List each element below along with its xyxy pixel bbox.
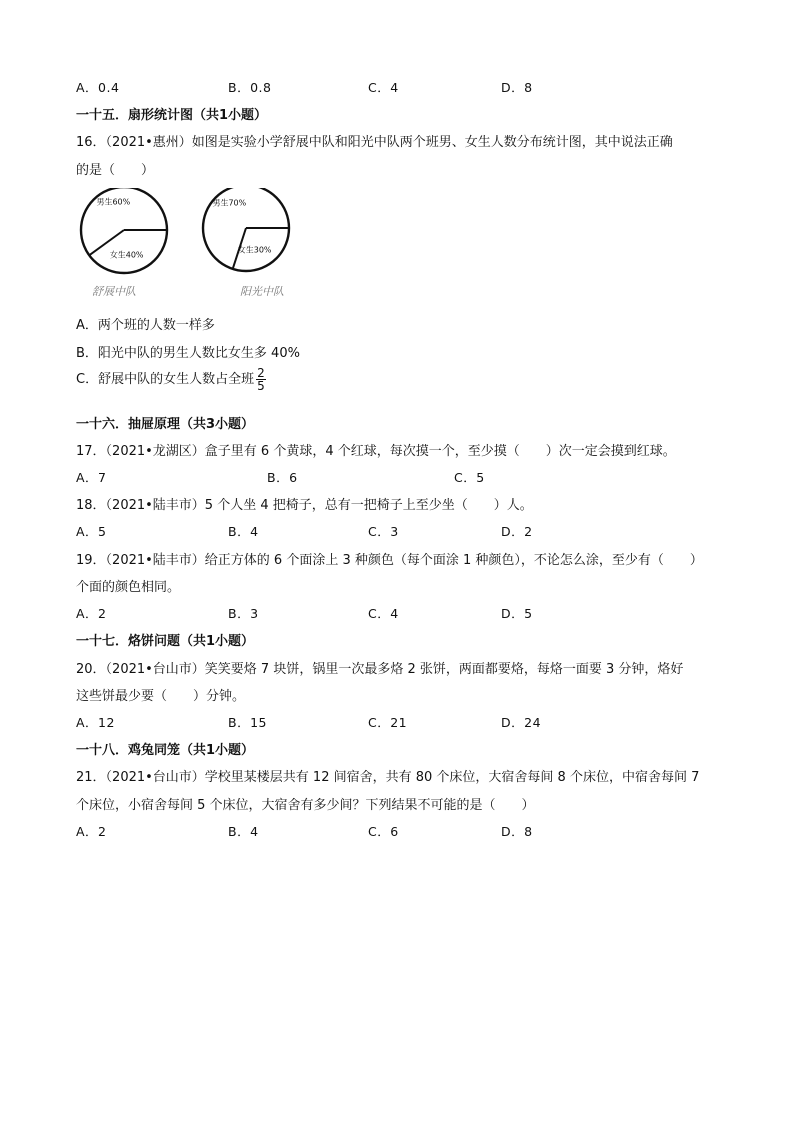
q15-option-c[interactable]: C．4 bbox=[368, 80, 399, 95]
q18-option-a[interactable]: A．5 bbox=[76, 524, 107, 539]
q16-option-c[interactable] bbox=[76, 367, 266, 392]
q20-option-d[interactable]: D．24 bbox=[501, 715, 542, 730]
pie-caption-shuzhan: 舒展中队 bbox=[92, 285, 136, 298]
q18-option-b[interactable]: B．4 bbox=[228, 524, 259, 539]
q21-option-a[interactable]: A．2 bbox=[76, 824, 107, 839]
q18-text: 18．（2021•陆丰市）5 个人坐 4 把椅子，总有一把椅子上至少坐（ ）人。 bbox=[76, 498, 533, 513]
pie-slice-label-girls: 女生30% bbox=[237, 245, 272, 255]
fraction-denominator: 5 bbox=[257, 379, 265, 393]
q17-options bbox=[76, 468, 716, 486]
q19-option-a[interactable]: A．2 bbox=[76, 606, 107, 621]
q15-option-b[interactable]: B．0.8 bbox=[228, 80, 272, 95]
q16-text-line1: 16．（2021•惠州）如图是实验小学舒展中队和阳光中队两个班男、女生人数分布统计图，其中说法正确 bbox=[76, 135, 673, 150]
q21-options bbox=[76, 822, 716, 840]
q20-option-c[interactable]: C．21 bbox=[368, 715, 408, 730]
pie-slice-label-boys: 男生70% bbox=[212, 198, 247, 208]
q18-options bbox=[76, 522, 716, 540]
q16-option-a[interactable]: A．两个班的人数一样多 bbox=[76, 318, 215, 333]
section-title-18: 一十八．鸡兔同笼（共1小题） bbox=[76, 743, 255, 758]
section-title-16: 一十六．抽屉原理（共3小题） bbox=[76, 417, 255, 432]
q16-text-line2: 的是（ ） bbox=[76, 163, 155, 178]
q21-text-line1: 21．（2021•台山市）学校里某楼层共有 12 间宿舍，共有 80 个床位，大宿舍每间 8 个床位，中宿舍每间 7 bbox=[76, 770, 700, 785]
q19-option-c[interactable]: C．4 bbox=[368, 606, 399, 621]
q19-option-b[interactable]: B．3 bbox=[228, 606, 259, 621]
q15-option-d[interactable]: D．8 bbox=[501, 80, 533, 95]
q17-text: 17．（2021•龙湖区）盒子里有 6 个黄球，4 个红球，每次摸一个，至少摸（ ）次一定会摸到红球。 bbox=[76, 444, 676, 459]
pie-chart-shuzhan bbox=[81, 188, 167, 273]
q17-option-a[interactable]: A．7 bbox=[76, 470, 107, 485]
q19-text-line1: 19．（2021•陆丰市）给正方体的 6 个面涂上 3 种颜色（每个面涂 1 种颜色），不论怎么涂，至少有（ ） bbox=[76, 553, 703, 568]
pie-caption-yangguang: 阳光中队 bbox=[240, 285, 284, 298]
q19-options bbox=[76, 604, 716, 622]
q18-option-d[interactable]: D．2 bbox=[501, 524, 533, 539]
q17-option-b[interactable]: B．6 bbox=[267, 470, 298, 485]
q19-text-line2: 个面的颜色相同。 bbox=[76, 580, 181, 595]
pie-chart-yangguang bbox=[203, 188, 289, 271]
section-title-15: 一十五．扇形统计图（共1小题） bbox=[76, 108, 268, 123]
pie-slice-label-boys: 男生60% bbox=[96, 197, 131, 207]
q20-option-b[interactable]: B．15 bbox=[228, 715, 267, 730]
q15-option-a[interactable]: A．0.4 bbox=[76, 80, 120, 95]
q16-option-b[interactable]: B．阳光中队的男生人数比女生多 40% bbox=[76, 346, 300, 361]
q18-option-c[interactable]: C．3 bbox=[368, 524, 399, 539]
q20-text-line2: 这些饼最少要（ ）分钟。 bbox=[76, 689, 246, 704]
q21-text-line2: 个床位，小宿舍每间 5 个床位，大宿舍有多少间？下列结果不可能的是（ ） bbox=[76, 798, 535, 813]
q20-text-line1: 20．（2021•台山市）笑笑要烙 7 块饼，锅里一次最多烙 2 张饼，两面都要烙，每烙一面要 3 分钟，烙好 bbox=[76, 662, 684, 677]
pie-slice-label-girls: 女生40% bbox=[109, 250, 144, 260]
q21-option-c[interactable]: C．6 bbox=[368, 824, 399, 839]
q20-option-a[interactable]: A．12 bbox=[76, 715, 115, 730]
q19-option-d[interactable]: D．5 bbox=[501, 606, 533, 621]
q21-option-b[interactable]: B．4 bbox=[228, 824, 259, 839]
q21-option-d[interactable]: D．8 bbox=[501, 824, 533, 839]
q20-options bbox=[76, 713, 716, 731]
q15-options bbox=[76, 78, 716, 96]
q17-option-c[interactable]: C．5 bbox=[454, 470, 485, 485]
q16-option-c-fraction bbox=[256, 367, 266, 392]
fraction-numerator: 2 bbox=[257, 366, 265, 380]
section-title-17: 一十七．烙饼问题（共1小题） bbox=[76, 634, 255, 649]
q16-option-c-text: C．舒展中队的女生人数占全班 bbox=[76, 372, 255, 387]
